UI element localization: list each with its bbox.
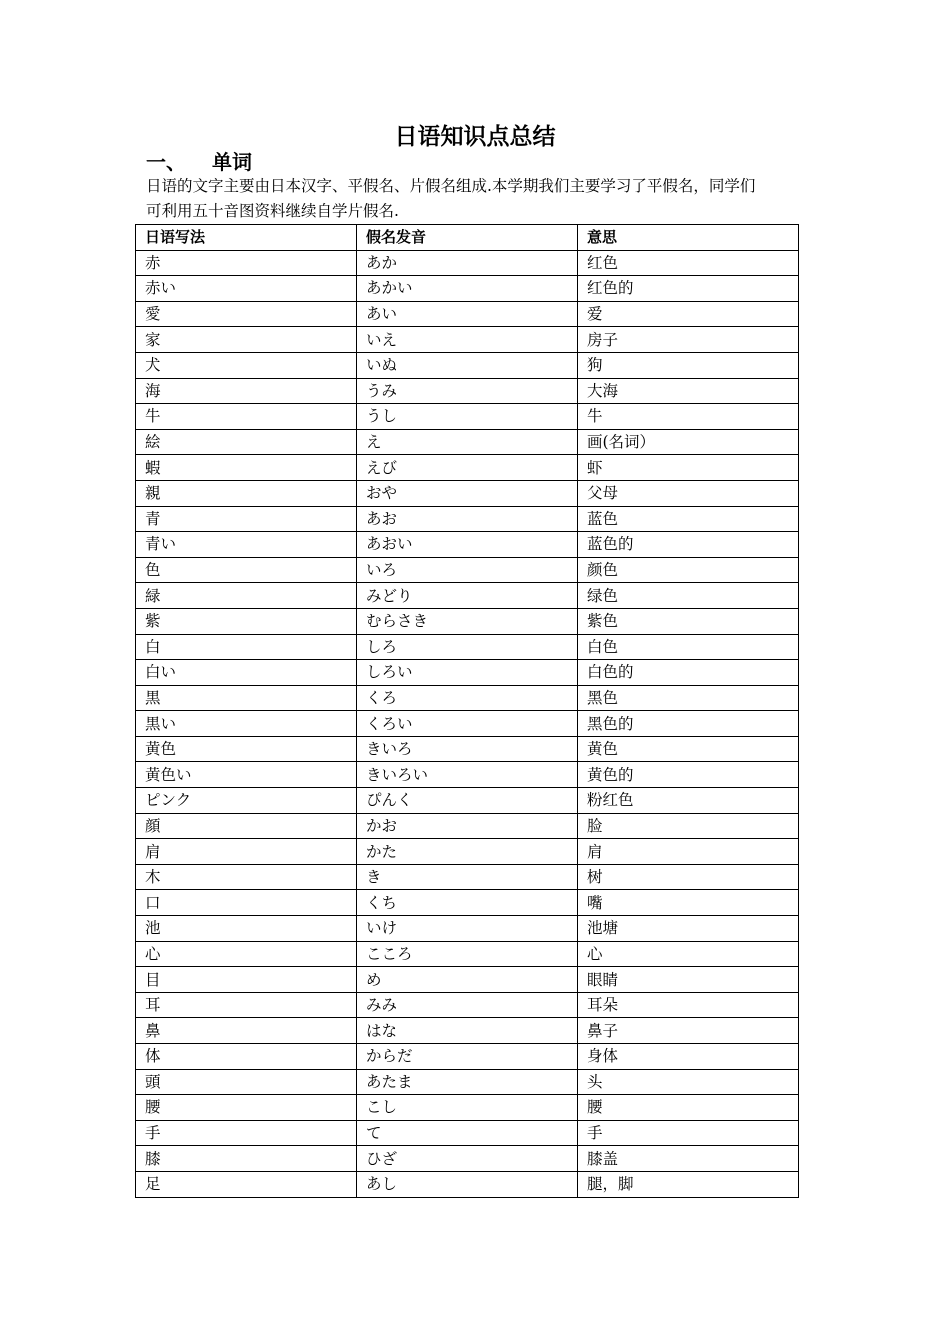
table-row <box>136 1120 799 1146</box>
cell-japanese: 緑 <box>136 583 357 609</box>
cell-meaning: 粉红色 <box>578 788 799 814</box>
cell-japanese: 黄色い <box>136 762 357 788</box>
cell-japanese: 青い <box>136 532 357 558</box>
cell-kana: いけ <box>357 916 578 942</box>
cell-meaning: 紫色 <box>578 608 799 634</box>
cell-meaning: 黄色 <box>578 736 799 762</box>
table-row <box>136 992 799 1018</box>
cell-kana: おや <box>357 480 578 506</box>
cell-japanese: 木 <box>136 864 357 890</box>
table-row <box>136 890 799 916</box>
table-row <box>136 583 799 609</box>
cell-kana: えび <box>357 455 578 481</box>
table-row <box>136 1018 799 1044</box>
cell-kana: ひざ <box>357 1146 578 1172</box>
section-heading-text: 单词 <box>212 150 252 174</box>
cell-japanese: 犬 <box>136 352 357 378</box>
table-row <box>136 301 799 327</box>
cell-japanese: 家 <box>136 327 357 353</box>
cell-japanese: 腰 <box>136 1095 357 1121</box>
cell-meaning: 肩 <box>578 839 799 865</box>
vocab-table-body <box>136 250 799 1197</box>
cell-japanese: 色 <box>136 557 357 583</box>
cell-kana: いろ <box>357 557 578 583</box>
table-row <box>136 1095 799 1121</box>
cell-meaning: 狗 <box>578 352 799 378</box>
cell-meaning: 黑色 <box>578 685 799 711</box>
cell-kana: みどり <box>357 583 578 609</box>
cell-meaning: 虾 <box>578 455 799 481</box>
column-header-japanese: 日语写法 <box>136 225 357 251</box>
table-row <box>136 685 799 711</box>
cell-meaning: 红色 <box>578 250 799 276</box>
cell-kana: うみ <box>357 378 578 404</box>
cell-meaning: 脸 <box>578 813 799 839</box>
cell-meaning: 牛 <box>578 404 799 430</box>
column-header-kana: 假名发音 <box>357 225 578 251</box>
cell-kana: いぬ <box>357 352 578 378</box>
cell-kana: くろい <box>357 711 578 737</box>
cell-kana: みみ <box>357 992 578 1018</box>
cell-kana: かお <box>357 813 578 839</box>
cell-japanese: 黄色 <box>136 736 357 762</box>
table-row <box>136 1069 799 1095</box>
cell-meaning: 膝盖 <box>578 1146 799 1172</box>
cell-japanese: 池 <box>136 916 357 942</box>
cell-japanese: 赤い <box>136 276 357 302</box>
cell-kana: むらさき <box>357 608 578 634</box>
cell-meaning: 红色的 <box>578 276 799 302</box>
cell-kana: き <box>357 864 578 890</box>
cell-meaning: 眼睛 <box>578 967 799 993</box>
cell-kana: こし <box>357 1095 578 1121</box>
cell-meaning: 黄色的 <box>578 762 799 788</box>
cell-japanese: 黒 <box>136 685 357 711</box>
cell-kana: しろい <box>357 660 578 686</box>
cell-meaning: 耳朵 <box>578 992 799 1018</box>
table-row <box>136 327 799 353</box>
intro-line: 可利用五十音图资料继续自学片假名. <box>146 202 399 220</box>
cell-japanese: 肩 <box>136 839 357 865</box>
table-row <box>136 608 799 634</box>
cell-meaning: 爱 <box>578 301 799 327</box>
cell-kana: きいろい <box>357 762 578 788</box>
table-row <box>136 404 799 430</box>
cell-meaning: 头 <box>578 1069 799 1095</box>
table-row <box>136 557 799 583</box>
cell-japanese: 赤 <box>136 250 357 276</box>
cell-kana: いえ <box>357 327 578 353</box>
cell-kana: くち <box>357 890 578 916</box>
table-header-row <box>136 225 799 251</box>
table-row <box>136 352 799 378</box>
cell-japanese: 親 <box>136 480 357 506</box>
table-row <box>136 711 799 737</box>
cell-japanese: 顔 <box>136 813 357 839</box>
cell-meaning: 腰 <box>578 1095 799 1121</box>
cell-kana: ぴんく <box>357 788 578 814</box>
cell-kana: からだ <box>357 1044 578 1070</box>
table-row <box>136 788 799 814</box>
cell-kana: あい <box>357 301 578 327</box>
table-row <box>136 864 799 890</box>
intro-paragraph <box>146 174 810 224</box>
cell-japanese: 足 <box>136 1171 357 1197</box>
column-header-meaning: 意思 <box>578 225 799 251</box>
cell-japanese: 白い <box>136 660 357 686</box>
table-row <box>136 480 799 506</box>
cell-kana: あたま <box>357 1069 578 1095</box>
cell-japanese: 心 <box>136 941 357 967</box>
cell-meaning: 黑色的 <box>578 711 799 737</box>
cell-meaning: 绿色 <box>578 583 799 609</box>
table-row <box>136 839 799 865</box>
cell-japanese: 青 <box>136 506 357 532</box>
cell-japanese: 頭 <box>136 1069 357 1095</box>
table-row <box>136 429 799 455</box>
cell-japanese: 海 <box>136 378 357 404</box>
table-row <box>136 250 799 276</box>
table-row <box>136 660 799 686</box>
table-row <box>136 378 799 404</box>
cell-japanese: 体 <box>136 1044 357 1070</box>
cell-meaning: 嘴 <box>578 890 799 916</box>
cell-meaning: 颜色 <box>578 557 799 583</box>
cell-meaning: 蓝色 <box>578 506 799 532</box>
table-row <box>136 1171 799 1197</box>
table-row <box>136 532 799 558</box>
table-row <box>136 1146 799 1172</box>
section-heading <box>146 148 252 176</box>
table-row <box>136 276 799 302</box>
vocab-table <box>135 224 799 1198</box>
table-row <box>136 941 799 967</box>
cell-japanese: 愛 <box>136 301 357 327</box>
cell-meaning: 手 <box>578 1120 799 1146</box>
cell-kana: きいろ <box>357 736 578 762</box>
cell-japanese: 鼻 <box>136 1018 357 1044</box>
cell-kana: え <box>357 429 578 455</box>
cell-meaning: 父母 <box>578 480 799 506</box>
intro-line: 日语的文字主要由日本汉字、平假名、片假名组成.本学期我们主要学习了平假名，同学们 <box>146 177 756 195</box>
cell-kana: はな <box>357 1018 578 1044</box>
cell-kana: あおい <box>357 532 578 558</box>
cell-kana: しろ <box>357 634 578 660</box>
cell-meaning: 大海 <box>578 378 799 404</box>
cell-japanese: 黒い <box>136 711 357 737</box>
page-title: 日语知识点总结 <box>394 124 556 150</box>
table-row <box>136 1044 799 1070</box>
cell-meaning: 鼻子 <box>578 1018 799 1044</box>
table-row <box>136 916 799 942</box>
cell-japanese: ピンク <box>136 788 357 814</box>
cell-meaning: 蓝色的 <box>578 532 799 558</box>
cell-japanese: 絵 <box>136 429 357 455</box>
cell-kana: くろ <box>357 685 578 711</box>
table-row <box>136 455 799 481</box>
cell-kana: こころ <box>357 941 578 967</box>
cell-japanese: 口 <box>136 890 357 916</box>
cell-kana: あし <box>357 1171 578 1197</box>
cell-meaning: 白色 <box>578 634 799 660</box>
table-row <box>136 506 799 532</box>
cell-kana: うし <box>357 404 578 430</box>
cell-meaning: 画(名词） <box>578 429 799 455</box>
table-row <box>136 634 799 660</box>
cell-meaning: 树 <box>578 864 799 890</box>
cell-kana: かた <box>357 839 578 865</box>
table-row <box>136 762 799 788</box>
cell-japanese: 手 <box>136 1120 357 1146</box>
cell-japanese: 紫 <box>136 608 357 634</box>
cell-japanese: 耳 <box>136 992 357 1018</box>
cell-japanese: 蝦 <box>136 455 357 481</box>
cell-japanese: 白 <box>136 634 357 660</box>
table-row <box>136 736 799 762</box>
cell-japanese: 牛 <box>136 404 357 430</box>
cell-kana: あかい <box>357 276 578 302</box>
cell-kana: あか <box>357 250 578 276</box>
section-number: 一、 <box>146 150 186 174</box>
table-row <box>136 813 799 839</box>
cell-meaning: 心 <box>578 941 799 967</box>
cell-meaning: 身体 <box>578 1044 799 1070</box>
cell-kana: て <box>357 1120 578 1146</box>
cell-meaning: 房子 <box>578 327 799 353</box>
cell-meaning: 腿，脚 <box>578 1171 799 1197</box>
cell-japanese: 目 <box>136 967 357 993</box>
table-row <box>136 967 799 993</box>
cell-japanese: 膝 <box>136 1146 357 1172</box>
cell-meaning: 白色的 <box>578 660 799 686</box>
cell-kana: あお <box>357 506 578 532</box>
cell-meaning: 池塘 <box>578 916 799 942</box>
cell-kana: め <box>357 967 578 993</box>
